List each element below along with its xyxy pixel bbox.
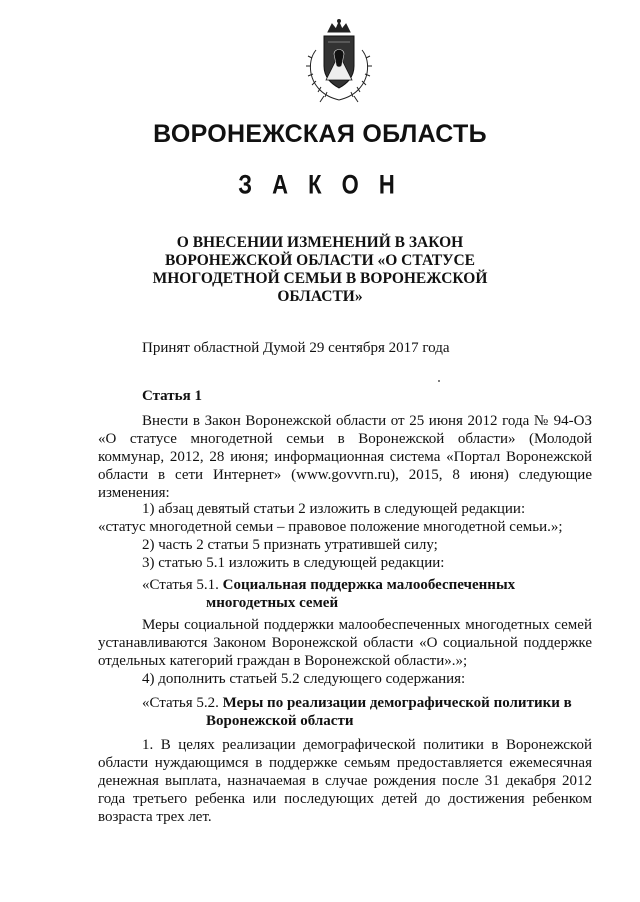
adoption-date: Принят областной Думой 29 сентября 2017 года — [142, 340, 450, 356]
law-heading-line: ОБЛАСТИ» — [277, 288, 363, 305]
article-5-2-heading — [142, 694, 572, 712]
law-heading — [150, 234, 490, 306]
article-5-1-title: Социальная поддержка малообеспеченных — [222, 577, 516, 593]
voronezh-coat-of-arms-emblem — [298, 18, 380, 104]
article-5-1-heading — [142, 576, 515, 594]
item-1: 1) абзац девятый статьи 2 изложить в следующей редакции: — [142, 501, 526, 517]
article-5-1-title-cont: многодетных семей — [206, 595, 339, 611]
item-3: 3) статью 5.1 изложить в следующей редакции: — [142, 555, 445, 571]
law-heading-line: О ВНЕСЕНИИ ИЗМЕНЕНИЙ В ЗАКОН — [176, 234, 464, 251]
item-2: 2) часть 2 статьи 5 признать утратившей силу; — [142, 537, 438, 553]
document-type-title: З А К О Н — [238, 169, 402, 200]
scan-speck — [438, 380, 440, 382]
region-title: ВОРОНЕЖСКАЯ ОБЛАСТЬ — [153, 120, 487, 148]
law-heading-line: МНОГОДЕТНОЙ СЕМЬИ В ВОРОНЕЖСКОЙ — [152, 270, 488, 287]
article-5-2-paragraph-1: 1. В целях реализации демографической политики в Воронежской области нуждающимся в поддержке семьям предоставляется ежемесячная денежная выплата, назначаемая в случае рождения после 31 декабря 2012 года третьего ребенка или последующих детей до достижения ребенком возраста трех лет. — [98, 737, 592, 825]
article-5-1-prefix: «Статья 5.1. — [142, 577, 219, 593]
article-1-label: Статья 1 — [142, 388, 202, 404]
article-5-2-title-cont: Воронежской области — [206, 713, 354, 729]
law-heading-line: ВОРОНЕЖСКОЙ ОБЛАСТИ «О СТАТУСЕ — [164, 252, 476, 269]
article-5-1-text: Меры социальной поддержки малообеспеченных многодетных семей устанавливаются Законом Воронежской области «О социальной поддержке отдельных категорий граждан в Воронежской области».»; — [98, 617, 592, 669]
item-4: 4) дополнить статьей 5.2 следующего содержания: — [142, 671, 466, 687]
item-1-text: «статус многодетной семьи – правовое положение многодетной семьи.»; — [98, 519, 563, 535]
article-5-2-prefix: «Статья 5.2. — [142, 695, 219, 711]
article-1-intro: Внести в Закон Воронежской области от 25 июня 2012 года № 94-ОЗ «О статусе многодетной семьи в Воронежской области» (Молодой коммунар, 2012, 28 июня; информационная система «Портал Воронежской области в сети Интернет» (www.govvrn.ru), 2015, 8 июня) следующие изменения: — [98, 413, 592, 501]
article-5-2-title: Меры по реализации демографической политики в — [222, 695, 572, 711]
